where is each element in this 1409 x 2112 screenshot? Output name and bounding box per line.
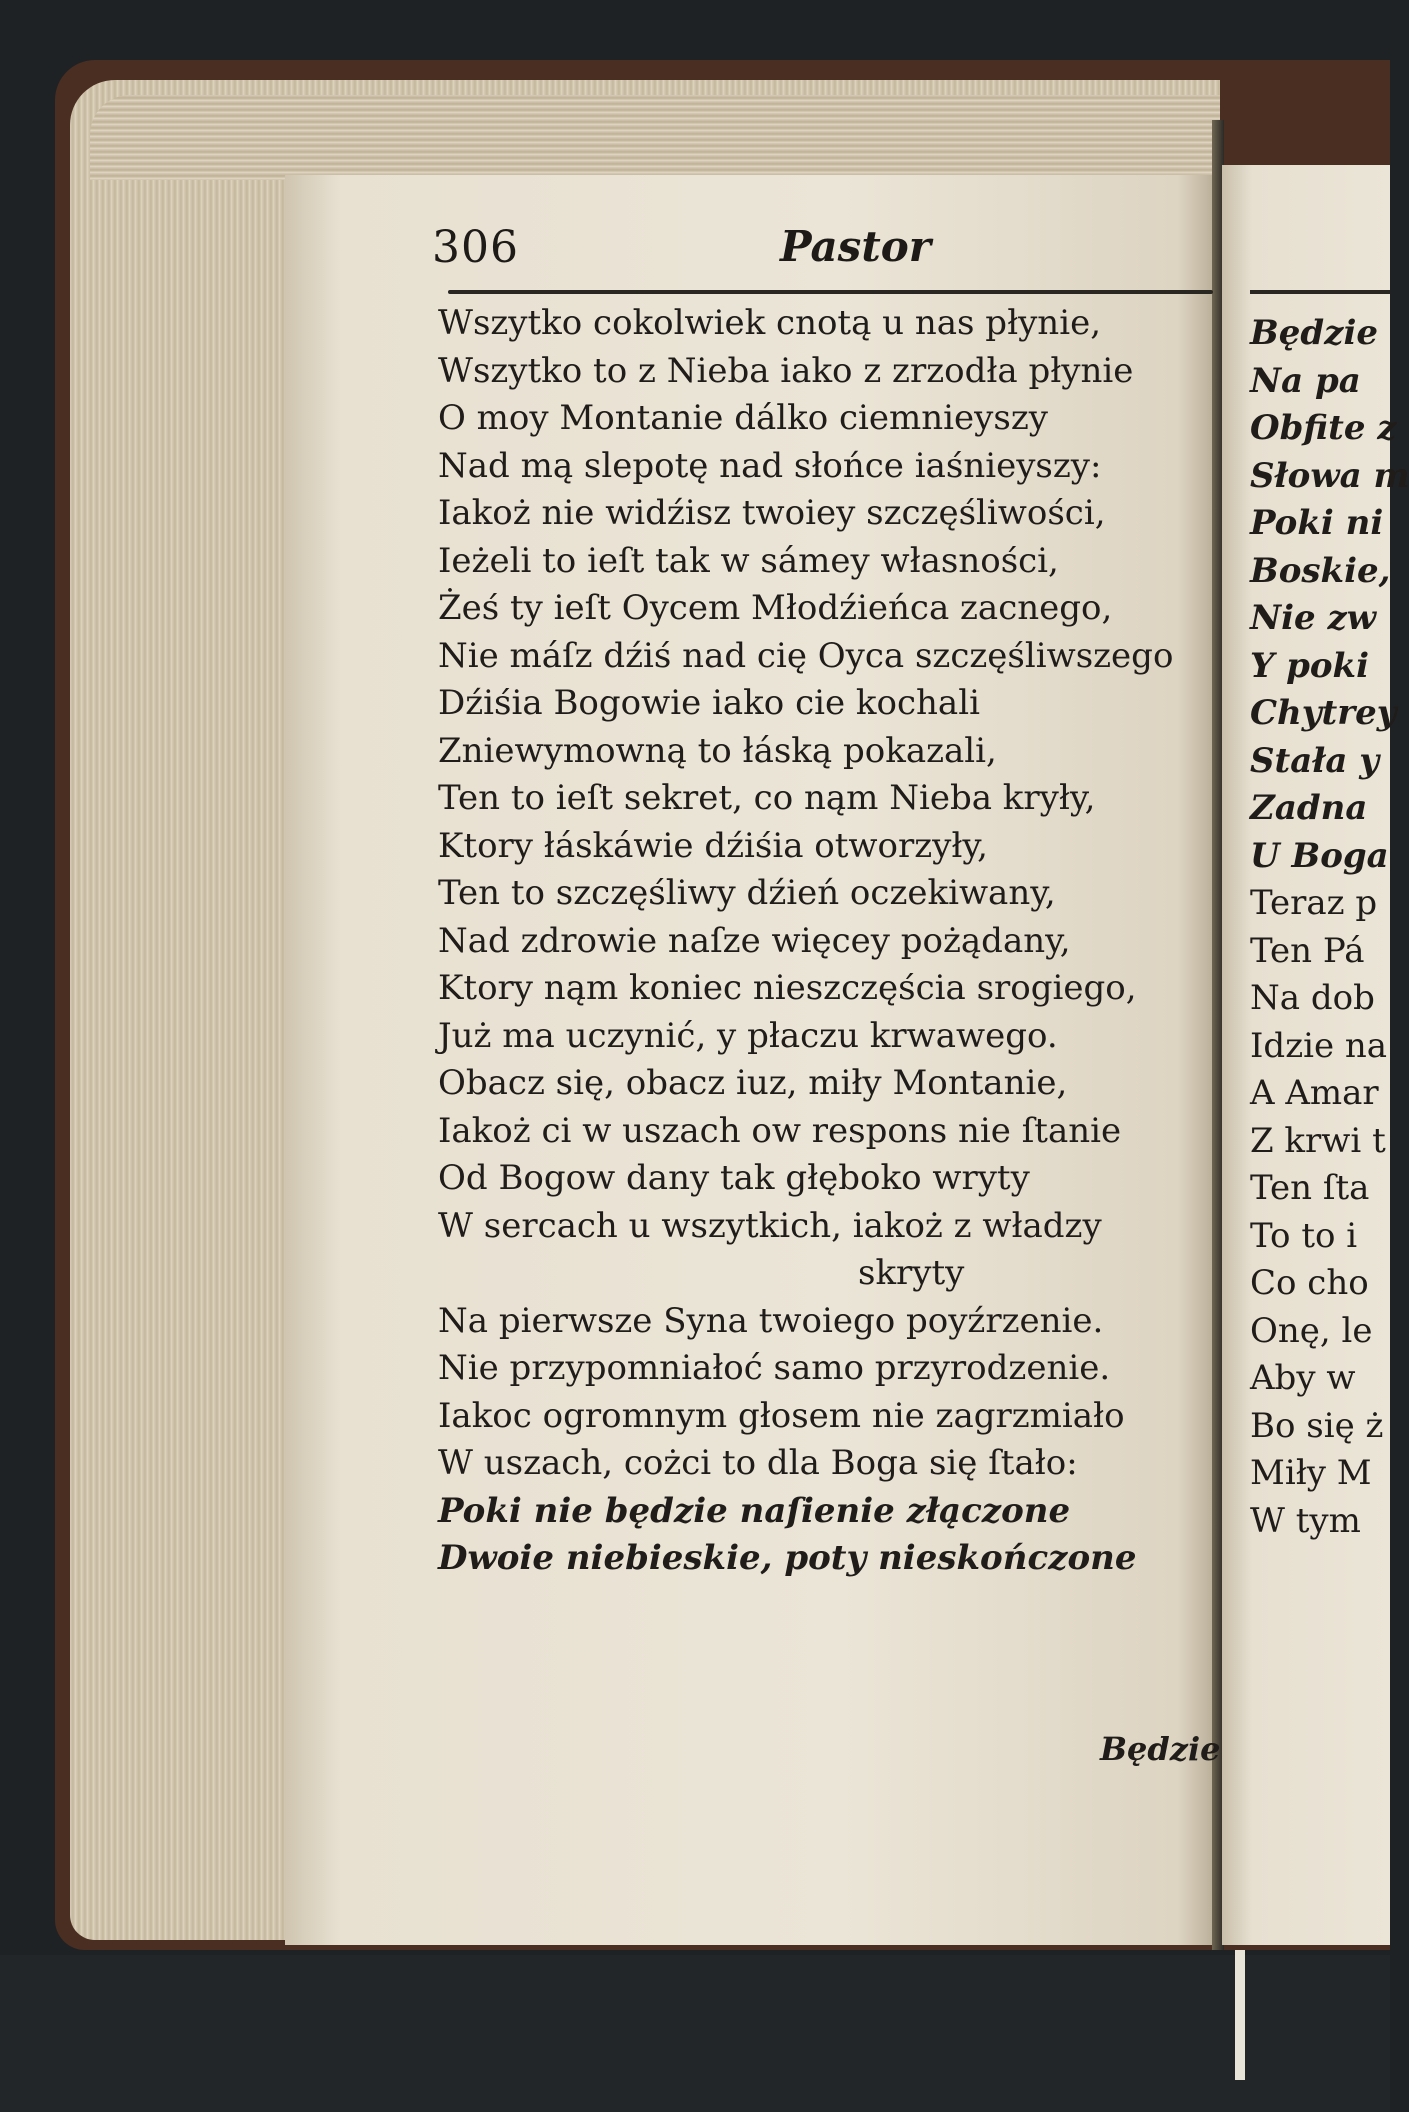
text-line: Nad mą slepotę nad słońce iaśnieyszy: (438, 445, 1102, 486)
right-text-line: A Amar (1250, 1073, 1379, 1113)
page-edges-top (90, 95, 1220, 180)
text-line: Od Bogow dany tak głęboko wryty (438, 1158, 1030, 1198)
text-line: Ieżeli to ieſt tak w sámey własności, (438, 540, 1059, 581)
text-line: Wszytko to z Nieba iako z zrzodła płynie (438, 350, 1134, 391)
right-text-line: Idzie na (1250, 1025, 1388, 1066)
right-header-rule (1250, 290, 1390, 294)
right-text-line: Onę, le (1250, 1310, 1373, 1351)
text-line: Dźiśia Bogowie iako cie kochali (438, 683, 980, 723)
running-head: Pastor (780, 222, 931, 271)
right-text-line: Z krwi t (1250, 1120, 1386, 1161)
text-line-italic: Dwoie niebieskie, poty nieskończone (438, 1538, 1137, 1578)
text-line: W uszach, cożci to dla Boga się ſtało: (438, 1443, 1078, 1483)
right-text-line: Na dob (1250, 978, 1375, 1018)
right-text-line: Bo się ż (1250, 1405, 1384, 1446)
text-line-indented: skryty (858, 1253, 965, 1293)
bookmark-ribbon (1235, 1950, 1245, 2080)
text-line: Na pierwsze Syna twoiego poyźrzenie. (438, 1300, 1104, 1341)
text-line: Ten to szczęśliwy dźień oczekiwany, (438, 873, 1056, 913)
text-line: O moy Montanie dálko ciemnieyszy (438, 398, 1048, 438)
right-text-line: Słowa m (1250, 455, 1409, 496)
page-number: 306 (432, 222, 519, 273)
right-text-line: U Boga (1250, 835, 1389, 876)
right-page-text (1250, 310, 1409, 1545)
text-line: Ktory łáskáwie dźiśia otworzyły, (438, 825, 988, 866)
text-line: Ktory nąm koniec nieszczęścia srogiego, (438, 968, 1137, 1008)
right-text-line: Stała y (1250, 740, 1379, 781)
text-line: Iakoż ci w uszach ow respons nie ſtanie (438, 1110, 1122, 1151)
right-text-line: Co cho (1250, 1263, 1369, 1303)
right-text-line: Y poki (1250, 645, 1370, 686)
right-text-line: Boskie, (1250, 550, 1391, 591)
text-line: Żeś ty ieſt Oycem Młodźieńca zacnego, (438, 588, 1113, 628)
text-line: Nie máſz dźiś nad cię Oyca szczęśliwszego (438, 635, 1174, 676)
right-text-line: Teraz p (1250, 883, 1378, 923)
right-text-line: Obfite z (1250, 408, 1397, 448)
text-line: Zniewymowną to łáską pokazali, (438, 730, 997, 771)
text-line: Wszytko cokolwiek cnotą u nas płynie, (438, 303, 1101, 343)
text-line: Nad zdrowie naſze więcey pożądany, (438, 920, 1071, 961)
text-line: Już ma uczynić, y płaczu krwawego. (438, 1015, 1058, 1056)
text-line-italic: Poki nie będzie naſienie złączone (438, 1490, 1071, 1531)
right-text-line: To to i (1250, 1215, 1358, 1256)
poem-text (438, 300, 1213, 1583)
background-surface (0, 1955, 1390, 2112)
catchword: Będzie (1100, 1730, 1221, 1768)
header-rule (448, 290, 1213, 294)
right-text-line: Poki ni (1250, 503, 1384, 543)
text-line: Nie przypomniałoć samo przyrodzenie. (438, 1348, 1111, 1388)
text-line: Obacz się, obacz iuz, miły Montanie, (438, 1063, 1068, 1103)
right-text-line: Aby w (1250, 1358, 1356, 1398)
right-text-line: W tym (1250, 1500, 1361, 1541)
right-text-line: Miły M (1250, 1453, 1372, 1493)
text-line: Iakoż nie widźisz twoiey szczęśliwości, (438, 493, 1106, 533)
right-text-line: Zadna (1250, 788, 1368, 828)
right-text-line: Ten ſta (1250, 1168, 1370, 1208)
right-text-line: Na pa (1250, 360, 1361, 401)
text-line: Iakoc ogromnym głosem nie zagrzmiało (438, 1395, 1125, 1436)
right-text-line: Chytrey (1250, 693, 1397, 733)
text-line: W sercach u wszytkich, iakoż z władzy (438, 1205, 1102, 1246)
text-line: Ten to ieſt sekret, co nąm Nieba kryły, (438, 778, 1096, 818)
right-text-line: Będzie (1250, 313, 1378, 353)
right-text-line: Nie zw (1250, 598, 1377, 638)
right-text-line: Ten Pá (1250, 930, 1365, 971)
